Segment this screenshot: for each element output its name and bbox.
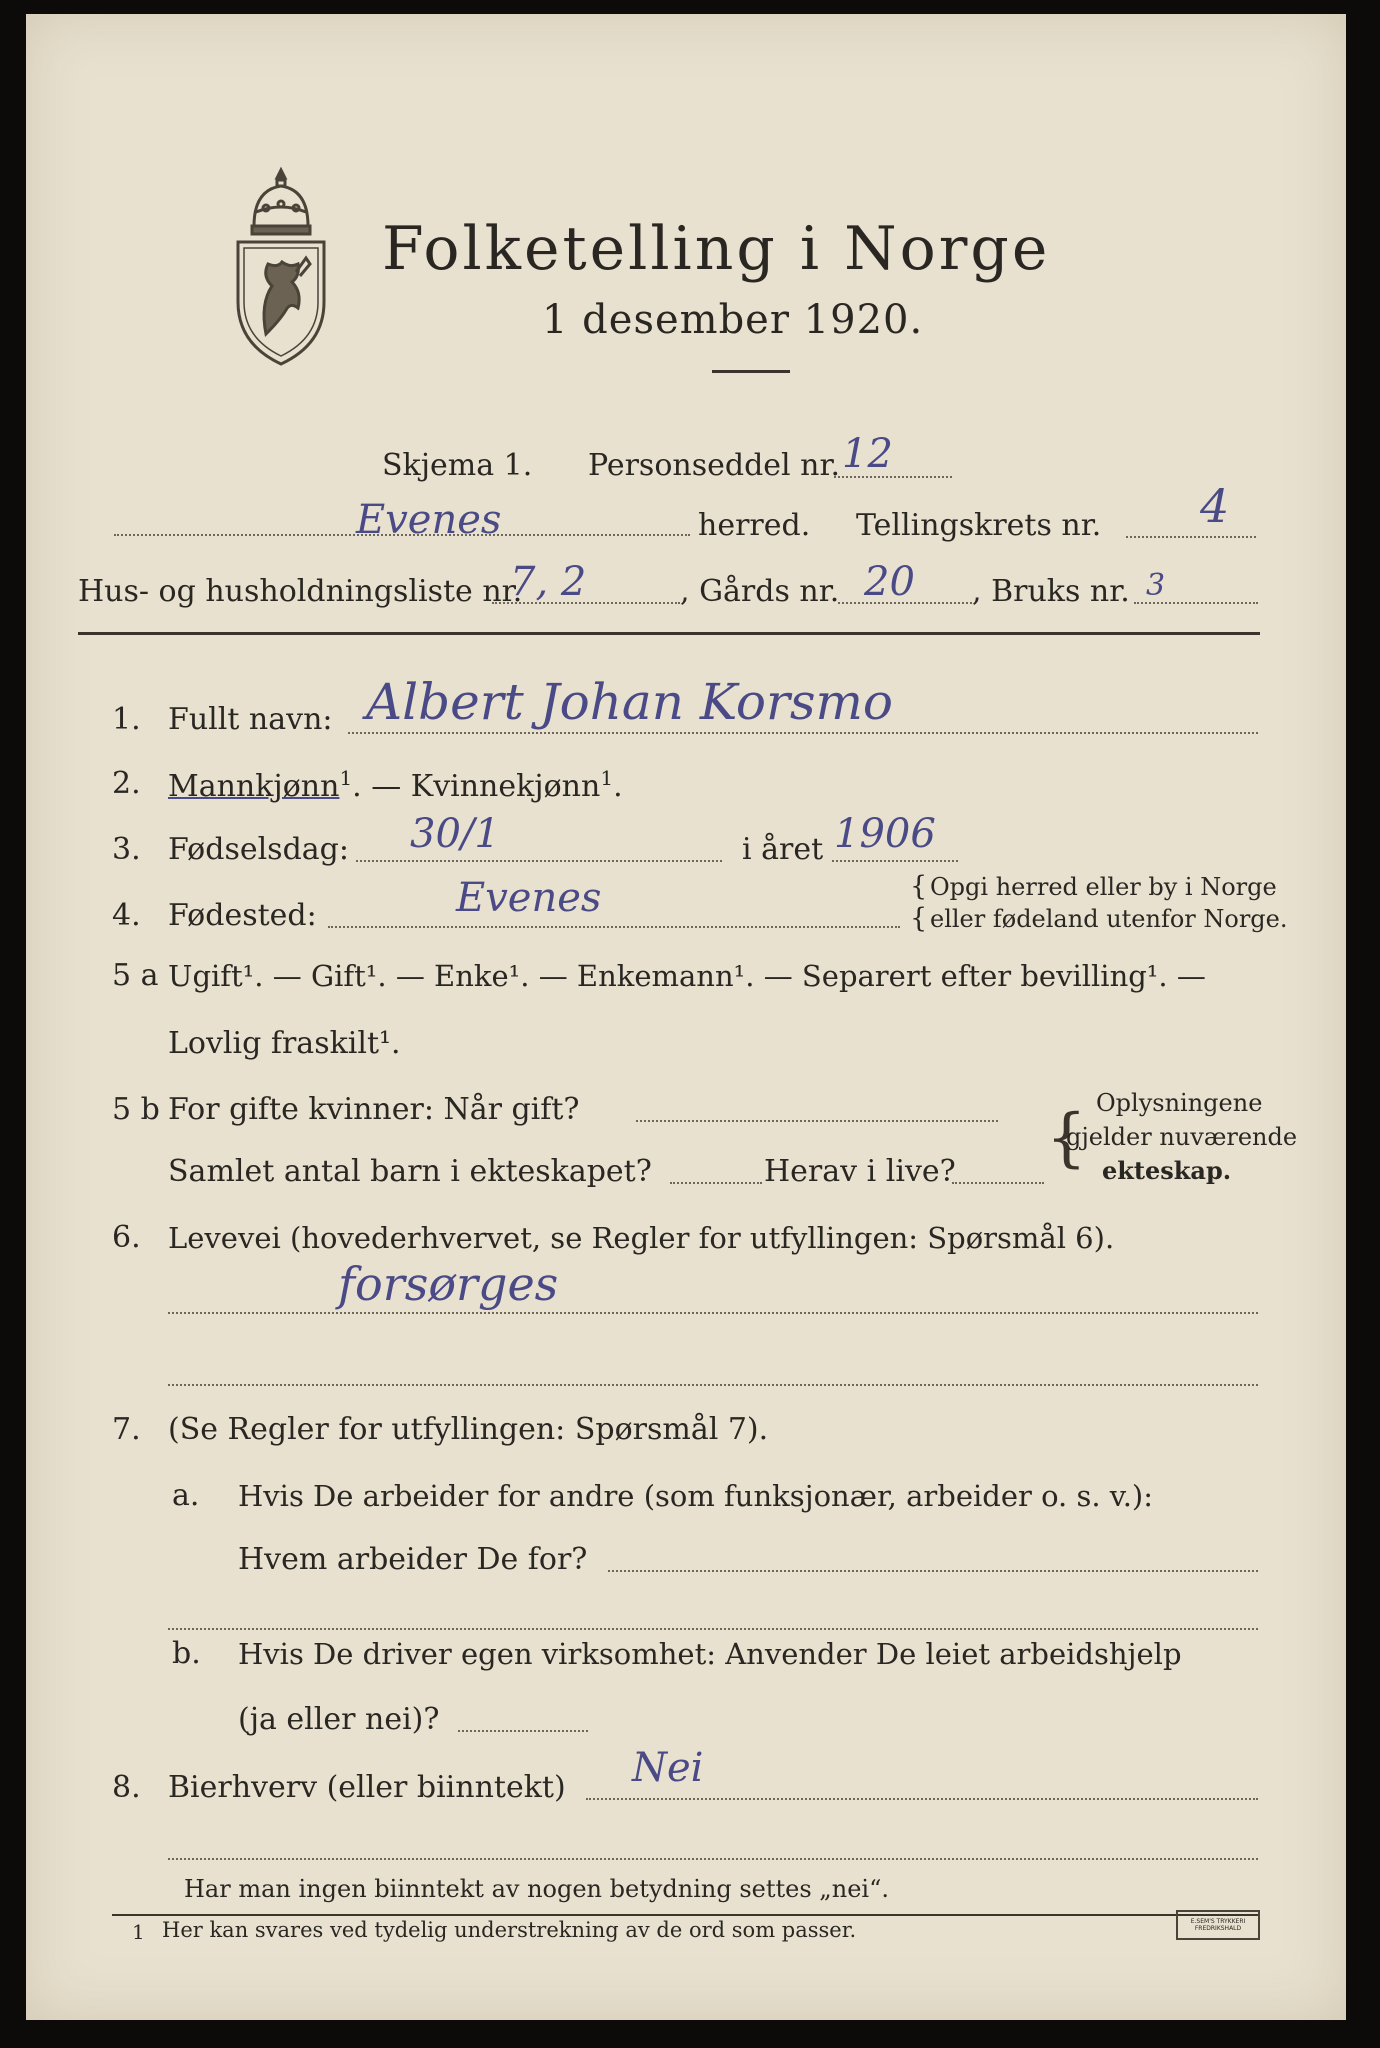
- q5b-note-brace: {: [1046, 1101, 1087, 1175]
- gender-rest-options: . — Kvinnekjønn: [352, 769, 601, 804]
- q8-number: 8.: [112, 1770, 141, 1805]
- q4-label: Fødested:: [168, 898, 317, 933]
- marital-status-divorced: Lovlig fraskilt¹.: [168, 1026, 401, 1061]
- q1-line: [348, 732, 1258, 734]
- q5a-number: 5 a: [112, 958, 159, 993]
- q7a-employer-label: Hvem arbeider De for?: [238, 1542, 588, 1577]
- form-date: 1 desember 1920.: [542, 297, 924, 343]
- gender-male-option[interactable]: Mannkjønn: [168, 769, 340, 804]
- birthday-value[interactable]: 30/1: [410, 811, 500, 857]
- q3-year-line: [832, 860, 958, 862]
- q2-footnote-mark-2: 1: [600, 766, 614, 790]
- q3-line: [356, 860, 722, 862]
- q6-label: Levevei (hovederhvervet, se Regler for utfyllingen: Spørsmål 6).: [168, 1221, 1115, 1255]
- husholdning-value[interactable]: 7, 2: [510, 559, 587, 605]
- q7-number: 7.: [112, 1412, 141, 1447]
- q6-line-2: [168, 1384, 1258, 1386]
- herred-label: herred.: [698, 508, 811, 543]
- q2-footnote-mark: 1: [339, 766, 353, 790]
- q5b-married-label: For gifte kvinner: Når gift?: [168, 1092, 580, 1127]
- printer-stamp-text: E.SEM'S TRYKKERI FREDRIKSHALD: [1190, 1918, 1246, 1932]
- tellingskrets-value[interactable]: 4: [1200, 479, 1230, 533]
- q4-number: 4.: [112, 898, 141, 933]
- form-title: Folketelling i Norge: [382, 214, 1051, 284]
- q4-note-line-2: eller fødeland utenfor Norge.: [930, 905, 1288, 933]
- herred-value[interactable]: Evenes: [356, 497, 502, 543]
- q5b-note-line-1: Oplysningene: [1096, 1089, 1263, 1117]
- title-divider: [712, 370, 790, 373]
- personseddel-label: Personseddel nr.: [588, 448, 841, 483]
- q8-line: [586, 1798, 1258, 1800]
- birthplace-value[interactable]: Evenes: [456, 875, 602, 921]
- header-divider: [78, 632, 1260, 635]
- q4-line: [328, 926, 900, 928]
- q5b-children-label: Samlet antal barn i ekteskapet?: [168, 1154, 652, 1189]
- q7a-employer-line: [608, 1570, 1258, 1572]
- q5b-married-line: [636, 1120, 998, 1122]
- q5b-note-line-2: gjelder nuværende: [1066, 1123, 1298, 1151]
- q3-number: 3.: [112, 832, 141, 867]
- footer-note: Har man ingen biinntekt av nogen betydning settes „nei“.: [184, 1875, 889, 1903]
- q7b-yesno-label: (ja eller nei)?: [238, 1702, 440, 1737]
- q7b-letter: b.: [172, 1636, 201, 1671]
- gards-label: , Gårds nr.: [680, 574, 840, 609]
- occupation-value[interactable]: forsørges: [338, 1257, 559, 1311]
- q7b-yesno-line: [458, 1730, 588, 1732]
- q8-label: Bierhverv (eller biinntekt): [168, 1770, 566, 1805]
- q5b-alive-label: Herav i live?: [764, 1154, 956, 1189]
- q3-year-label: i året: [742, 832, 824, 867]
- footer-divider: [112, 1914, 1260, 1916]
- tellingskrets-line: [1126, 536, 1256, 538]
- q2-number: 2.: [112, 766, 141, 801]
- q2-gender-options: Mannkjønn$^1$. — Kvinnekjønn$^1$.: [168, 766, 623, 804]
- q7a-label: Hvis De arbeider for andre (som funksjonær, arbeider o. s. v.):: [238, 1479, 1154, 1513]
- norwegian-coat-of-arms-icon: [226, 164, 336, 374]
- full-name-value[interactable]: Albert Johan Korsmo: [366, 673, 894, 731]
- footnote-mark: 1: [132, 1920, 145, 1944]
- q5b-alive-line: [952, 1182, 1044, 1184]
- birth-year-value[interactable]: 1906: [834, 811, 936, 857]
- marital-status-options: Ugift¹. — Gift¹. — Enke¹. — Enkemann¹. — Separert efter bevilling¹. —: [168, 959, 1206, 993]
- q8-line-2: [168, 1858, 1258, 1860]
- q4-note-brace: {: [910, 871, 928, 902]
- q1-number: 1.: [112, 702, 141, 737]
- side-income-value[interactable]: Nei: [632, 1745, 704, 1791]
- tellingskrets-label: Tellingskrets nr.: [856, 508, 1102, 543]
- q7b-label: Hvis De driver egen virksomhet: Anvender De leiet arbeidshjelp: [238, 1637, 1182, 1671]
- skjema-label: Skjema 1.: [382, 448, 533, 483]
- q1-label: Fullt navn:: [168, 702, 333, 737]
- bruks-label: , Bruks nr.: [972, 574, 1130, 609]
- census-form-page: [26, 14, 1346, 2020]
- q4-note-line-1: Opgi herred eller by i Norge: [930, 873, 1277, 901]
- q7-label: (Se Regler for utfyllingen: Spørsmål 7).: [168, 1412, 769, 1447]
- q6-number: 6.: [112, 1220, 141, 1255]
- printer-stamp: [1176, 1910, 1260, 1940]
- q5b-children-line: [670, 1182, 762, 1184]
- q7a-letter: a.: [172, 1478, 200, 1513]
- personseddel-value[interactable]: 12: [842, 431, 893, 477]
- husholdning-label: Hus- og husholdningsliste nr.: [78, 574, 523, 609]
- gards-value[interactable]: 20: [864, 559, 915, 605]
- q6-line-1: [168, 1312, 1258, 1314]
- q4-note-brace-2: {: [910, 903, 928, 934]
- bruks-value[interactable]: 3: [1146, 568, 1166, 603]
- q7a-line-2: [168, 1628, 1258, 1630]
- q3-label: Fødselsdag:: [168, 832, 349, 867]
- q5b-note-line-3: ekteskap.: [1102, 1156, 1232, 1185]
- q5b-number: 5 b: [112, 1092, 160, 1127]
- footnote-text: Her kan svares ved tydelig understrekning av de ord som passer.: [162, 1918, 857, 1942]
